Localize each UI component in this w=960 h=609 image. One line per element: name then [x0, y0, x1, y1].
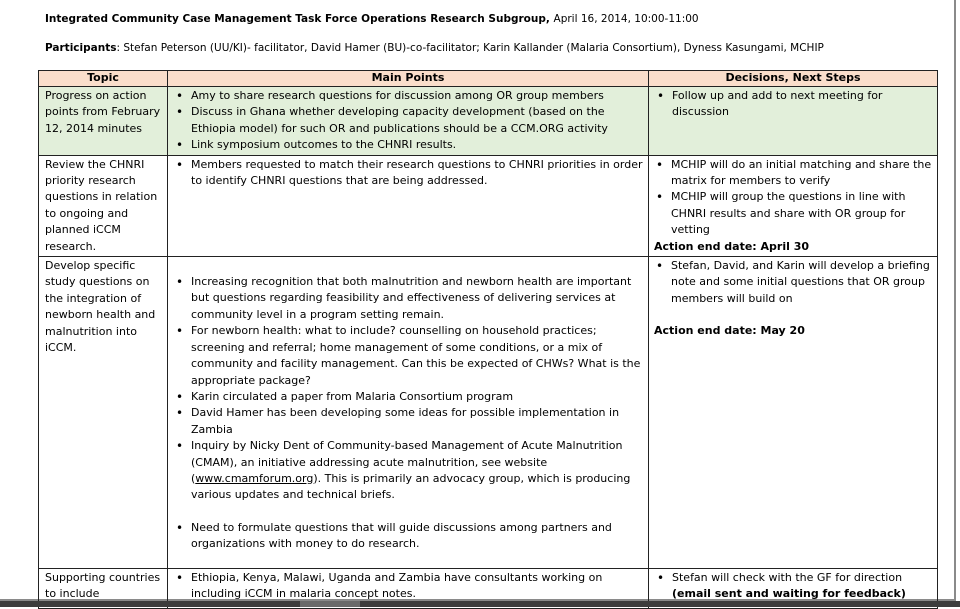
- decision-status: (email sent and waiting for feedback): [672, 587, 906, 601]
- participants-line: [45, 42, 824, 54]
- list-item: • For newborn health: what to include? counselling on household practices; screening and referral; home management of some conditions, or a mix of community and facility management. Can this be expected of CHWs? What is the appropriate package?: [174, 323, 644, 389]
- list-item: • Discuss in Ghana whether developing capacity development (based on the Ethiopia model) for such OR and publications should be a CCM.ORG activity: [174, 104, 644, 137]
- table-header-row: [39, 71, 938, 87]
- list-item: • Follow up and add to next meeting for discussion: [655, 88, 933, 121]
- cmam-website-link[interactable]: www.cmamforum.org: [195, 471, 314, 485]
- list-item: • Karin circulated a paper from Malaria Consortium program: [174, 389, 644, 405]
- participants-list: : Stefan Peterson (UU/KI)- facilitator, David Hamer (BU)-co-facilitator; Karin Kallander (Malaria Consortium), Dyness Kasungami, MCHIP: [116, 42, 824, 54]
- topic-cell: Review the CHNRI priority research questions in relation to ongoing and planned iCCM research.: [39, 155, 168, 256]
- points-list: [174, 274, 644, 553]
- title-text: Integrated Community Case Management Task Force Operations Research Subgroup,: [45, 13, 550, 25]
- list-item: • Stefan, David, and Karin will develop a briefing note and some initial questions that OR group members will build on: [654, 258, 933, 307]
- points-list: [174, 157, 644, 190]
- meeting-date: April 16, 2014, 10:00-11:00: [553, 13, 699, 25]
- decision-text: Stefan will check with the GF for direction: [672, 571, 903, 585]
- list-item: [655, 570, 933, 603]
- decisions-cell: [649, 87, 938, 156]
- topic-cell: Progress on action points from February 12, 2014 minutes: [39, 87, 168, 156]
- cmam-text-before: Inquiry by Nicky Dent of Community-based Management of Acute Malnutrition (CMAM), an initiative addressing acute malnutrition, see website (: [191, 439, 623, 485]
- points-list: [174, 570, 644, 603]
- cmam-text-after: ). This is primarily an advocacy group, which is producing various updates and technical briefs.: [191, 471, 631, 502]
- header-main-points: Main Points: [168, 71, 649, 87]
- decisions-list: [655, 88, 933, 121]
- header-decisions: Decisions, Next Steps: [649, 71, 938, 87]
- list-item: • Increasing recognition that both malnutrition and newborn health are important but questions regarding feasibility and effectiveness of delivering services at community level in a program setting remain.: [174, 274, 644, 323]
- decisions-list: [654, 258, 933, 307]
- list-item: • MCHIP will do an initial matching and share the matrix for members to verify: [654, 157, 933, 190]
- list-item: [174, 438, 644, 504]
- table-row: [39, 87, 938, 156]
- topic-cell: Supporting countries to include: [39, 569, 168, 609]
- list-item: • MCHIP will group the questions in line with CHNRI results and share with OR group for vetting: [654, 189, 933, 238]
- points-cell: [168, 87, 649, 156]
- horizontal-scrollbar[interactable]: [0, 601, 960, 607]
- document-title: [45, 13, 699, 25]
- points-list: [174, 88, 644, 154]
- action-end-date: Action end date: April 30: [654, 239, 810, 253]
- table-row: [39, 155, 938, 256]
- decisions-list: [655, 570, 933, 603]
- minutes-table: [38, 70, 938, 609]
- participants-label: Participants: [45, 42, 117, 54]
- points-cell: [168, 257, 649, 569]
- list-item: • Amy to share research questions for discussion among OR group members: [174, 88, 644, 104]
- scrollbar-thumb[interactable]: [300, 601, 360, 607]
- list-item: • Link symposium outcomes to the CHNRI results.: [174, 137, 644, 153]
- list-item: • Ethiopia, Kenya, Malawi, Uganda and Zambia have consultants working on including iCCM in malaria concept notes.: [174, 570, 644, 603]
- decisions-list: [654, 157, 933, 239]
- decisions-cell: [649, 257, 938, 569]
- action-end-date: Action end date: May 20: [654, 324, 805, 338]
- table-row: [39, 257, 938, 569]
- list-item: • Members requested to match their research questions to CHNRI priorities in order to identify CHNRI questions that are being addressed.: [174, 157, 644, 190]
- decisions-cell: [649, 155, 938, 256]
- topic-cell: Develop specific study questions on the integration of newborn health and malnutrition into iCCM.: [39, 257, 168, 569]
- points-cell: [168, 155, 649, 256]
- list-item: • David Hamer has been developing some ideas for possible implementation in Zambia: [174, 405, 644, 438]
- header-topic: Topic: [39, 71, 168, 87]
- list-item: • Need to formulate questions that will guide discussions among partners and organizations with money to do research.: [174, 520, 644, 553]
